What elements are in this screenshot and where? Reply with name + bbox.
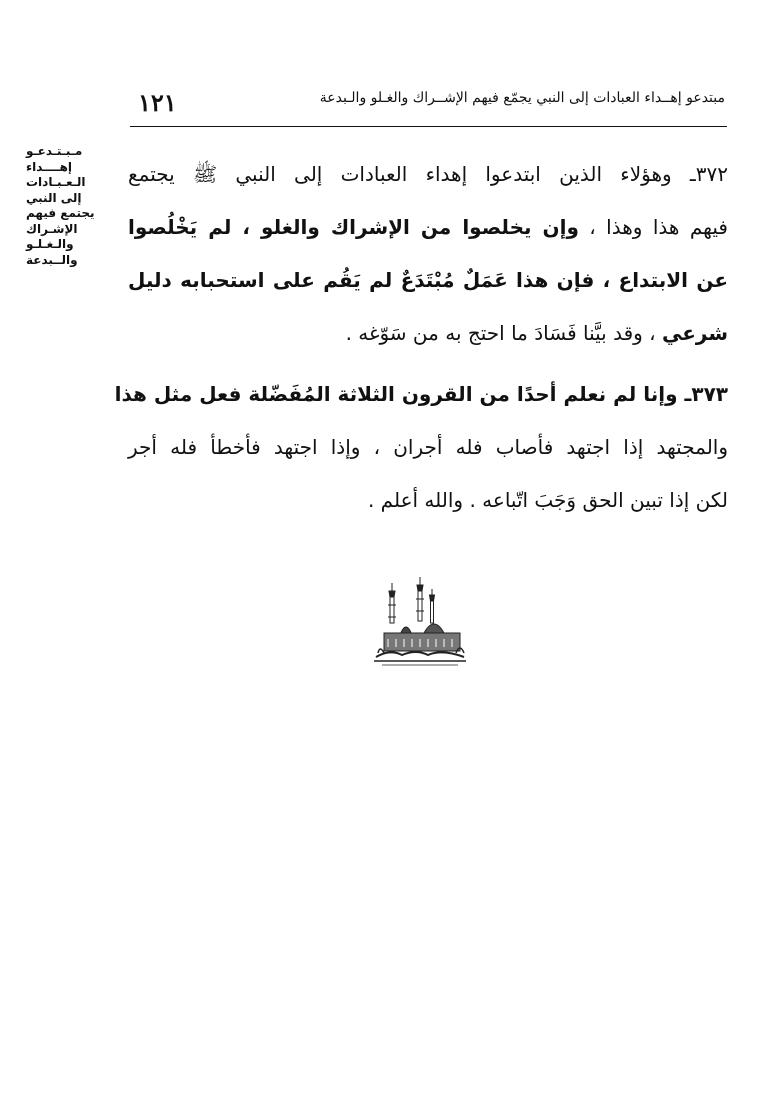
text-line: عن الابتداع ، فإن هذا عَمَلٌ مُبْتَدَعٌ لم يَقُم على استحبابه دليل (128, 268, 728, 292)
margin-note-line: إلى النبي (26, 190, 82, 205)
text-span: ، وقد بيَّنا فَسَادَ ما احتج به من سَوّغه . (345, 321, 662, 345)
running-header (130, 88, 725, 124)
header-title: مبتدعو إهــداء العبادات إلى النبي يجمّع فيهم الإشــراك والغـلو والـبدعة (319, 90, 725, 106)
text-line: والمجتهد إذا اجتهد فأصاب فله أجران ، وإذا اجتهد فأخطأ فله أجر (128, 435, 728, 459)
page-number: ١٢١ (138, 88, 177, 117)
paragraph-372 (128, 148, 728, 360)
mosque-ornament-icon (370, 573, 470, 668)
text-line: ٣٧٢ـ وهؤلاء الذين ابتدعوا إهداء العبادات إلى النبي ﷺ يجتمع (128, 162, 728, 186)
margin-note (26, 144, 116, 268)
text-line: لكن إذا تبين الحق وَجَبَ اتّباعه . والله أعلم . (367, 488, 728, 512)
margin-note-line: يجتمع فيهم (26, 206, 95, 220)
text-line: ٣٧٣ـ وإنا لم نعلم أحدًا من القرون الثلاثة المُفَضّلة فعل مثل هذا (114, 382, 728, 406)
bold-text-span: شرعي (661, 321, 728, 345)
margin-note-line: إهــــداء (26, 159, 73, 174)
header-rule (130, 126, 727, 127)
margin-note-line: مـبـتـدعـو (26, 144, 83, 158)
paragraph-373 (114, 368, 728, 527)
main-text (114, 148, 728, 527)
margin-note-line: والـغـلـو (26, 237, 74, 251)
text-line (128, 201, 728, 254)
margin-note-line: والــبدعة (26, 252, 78, 267)
text-line (128, 307, 728, 360)
bold-text-span: وإن يخلصوا من الإشراك والغلو ، لم يَخْلُصوا (128, 215, 579, 239)
margin-note-line: الـعـبـادات (26, 175, 86, 189)
margin-note-line: الإشـراك (26, 221, 78, 236)
text-span: فيهم هذا وهذا ، (578, 215, 728, 239)
